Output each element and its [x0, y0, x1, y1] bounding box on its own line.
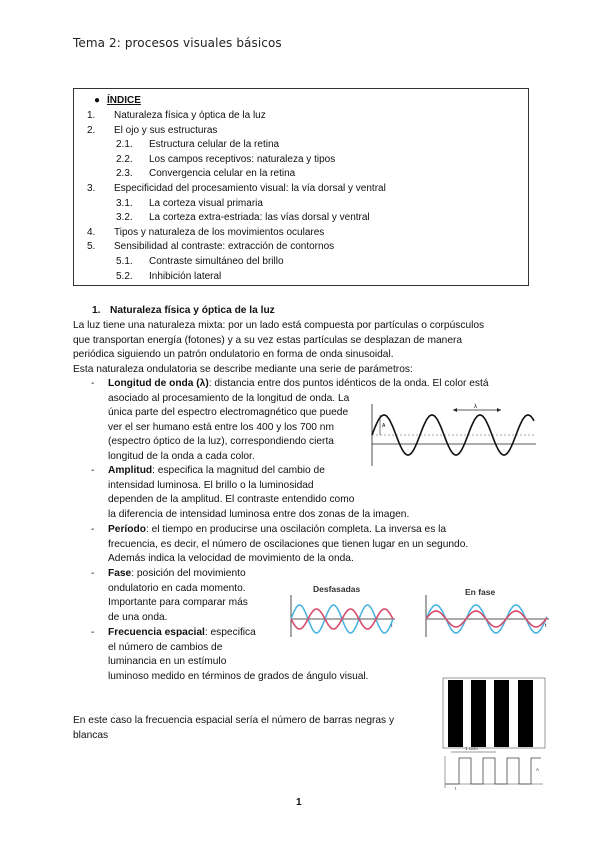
- index-item-text: Naturaleza física y óptica de la luz: [114, 110, 266, 121]
- index-item-number: 1.: [87, 110, 96, 121]
- closing-paragraph: En este caso la frecuencia espacial sería el número de barras negras y blancas: [73, 715, 395, 741]
- index-item-text: Sensibilidad al contraste: extracción de contornos: [114, 241, 335, 253]
- en-fase-label: En fase: [465, 587, 496, 597]
- param-term: Longitud de onda (λ): [108, 378, 209, 389]
- section-title: Naturaleza física y óptica de la luz: [110, 305, 275, 316]
- index-box: [73, 88, 529, 286]
- param-term: Frecuencia espacial: [108, 627, 205, 638]
- dash: -: [91, 627, 95, 638]
- param-amplitud: Amplitud: especifica la magnitud del cambio de intensidad luminosa. El brillo o la luminosidad dependen de la amplitud. El contraste entendido como la diferencia de intensidad luminosa entre dos zonas de la imagen.: [108, 465, 410, 520]
- grating-figure: [441, 676, 547, 792]
- index-item-number: 3.2.: [116, 212, 133, 224]
- index-item-number: 4.: [87, 226, 96, 238]
- index-item-number: 2.3.: [116, 168, 133, 180]
- index-item-number: 5.: [87, 241, 96, 253]
- param-periodo: Período: el tiempo en producirse una oscilación completa. La inversa es la frecuencia, es decir, el número de oscilaciones que tienen lugar en un segundo. Además indica la velocidad de movimiento de la onda.: [108, 524, 469, 565]
- index-item-text: Inhibición lateral: [149, 270, 222, 282]
- index-item-text: La corteza extra-estriada: las vías dorsal y ventral: [149, 212, 370, 224]
- grating-bar: [448, 680, 463, 747]
- intro-paragraph: [73, 319, 484, 377]
- amplitude-label: A: [382, 423, 386, 429]
- param-frecuencia: Frecuencia espacial: especifica el número de cambios de luminancia en un estímulo luminoso medido en términos de grados de ángulo visual.: [108, 627, 369, 682]
- intro-line: periódica siguiendo un patrón ondulatorio en forma de onda sinusoidal.: [73, 349, 394, 361]
- index-item-text: Tipos y naturaleza de los movimientos oculares: [114, 226, 325, 238]
- index-item-number: 3.1.: [116, 197, 133, 209]
- square-wave: [445, 758, 541, 784]
- index-item-number: 2.: [87, 124, 96, 136]
- index-item-text: Estructura celular de la retina: [149, 139, 280, 151]
- cycle-label: 1 ciclo: [465, 746, 478, 751]
- grating-bar: [494, 680, 509, 747]
- param-term: Fase: [108, 568, 132, 579]
- dash: -: [91, 465, 95, 476]
- param-term: Período: [108, 524, 146, 535]
- intro-line: La luz tiene una naturaleza mixta: por un lado está compuesta por partículas o corpúsculos: [73, 320, 485, 331]
- index-item-number: 2.1.: [116, 139, 133, 151]
- intro-line: que transportan energía (fotones) y a su vez estas partículas se desplazan de manera: [73, 334, 463, 346]
- dash: -: [91, 378, 95, 389]
- index-item-number: 2.2.: [116, 153, 133, 165]
- param-longitud: Longitud de onda (λ): distancia entre dos puntos idénticos de la onda. El color está asociado al procesamiento de la longitud de onda. La única parte del espectro electromagnético que puede ver el ser humano está entre los 400 y los 700 nm (espectro óptico de la luz), correspondiendo cierta longitud de la onda a cada color.: [108, 378, 489, 462]
- square-a-label: A: [536, 767, 540, 772]
- index-item-text: Los campos receptivos: naturaleza y tipos: [149, 153, 336, 165]
- intro-line: Esta naturaleza ondulatoria se describe mediante una serie de parámetros:: [73, 363, 413, 375]
- phase-right-t: t: [545, 623, 547, 629]
- phase-left-t: t: [391, 623, 393, 629]
- section-number: 1.: [92, 305, 101, 316]
- grating-bar: [471, 680, 486, 747]
- index-item-number: 5.1.: [116, 256, 133, 267]
- index-item-number: 5.2.: [116, 270, 133, 282]
- param-fase: Fase: posición del movimiento ondulatorio en cada momento. Importante para comparar más de una onda.: [108, 568, 248, 623]
- index-item-number: 3.: [87, 183, 96, 194]
- index-item-text: Contraste simultáneo del brillo: [149, 256, 284, 267]
- desfasadas-label: Desfasadas: [313, 584, 361, 594]
- dash: -: [91, 524, 95, 535]
- index-item-text: El ojo y sus estructuras: [114, 124, 218, 136]
- param-term: Amplitud: [108, 465, 153, 476]
- square-t-label: t: [455, 786, 457, 791]
- page-header: Tema 2: procesos visuales básicos: [73, 36, 282, 50]
- index-item-text: Convergencia celular en la retina: [149, 168, 296, 180]
- page-number: 1: [296, 797, 302, 808]
- grating-bar: [518, 680, 533, 747]
- index-title: ÍNDICE: [107, 95, 141, 106]
- dash: -: [91, 568, 95, 579]
- index-item-text: La corteza visual primaria: [149, 197, 263, 209]
- wavelength-label: λ: [474, 404, 477, 410]
- wavelength-figure: [366, 402, 538, 468]
- index-bullet: ●: [94, 95, 101, 106]
- phase-figure: [287, 581, 555, 641]
- index-item-text: Especificidad del procesamiento visual: la vía dorsal y ventral: [114, 183, 386, 194]
